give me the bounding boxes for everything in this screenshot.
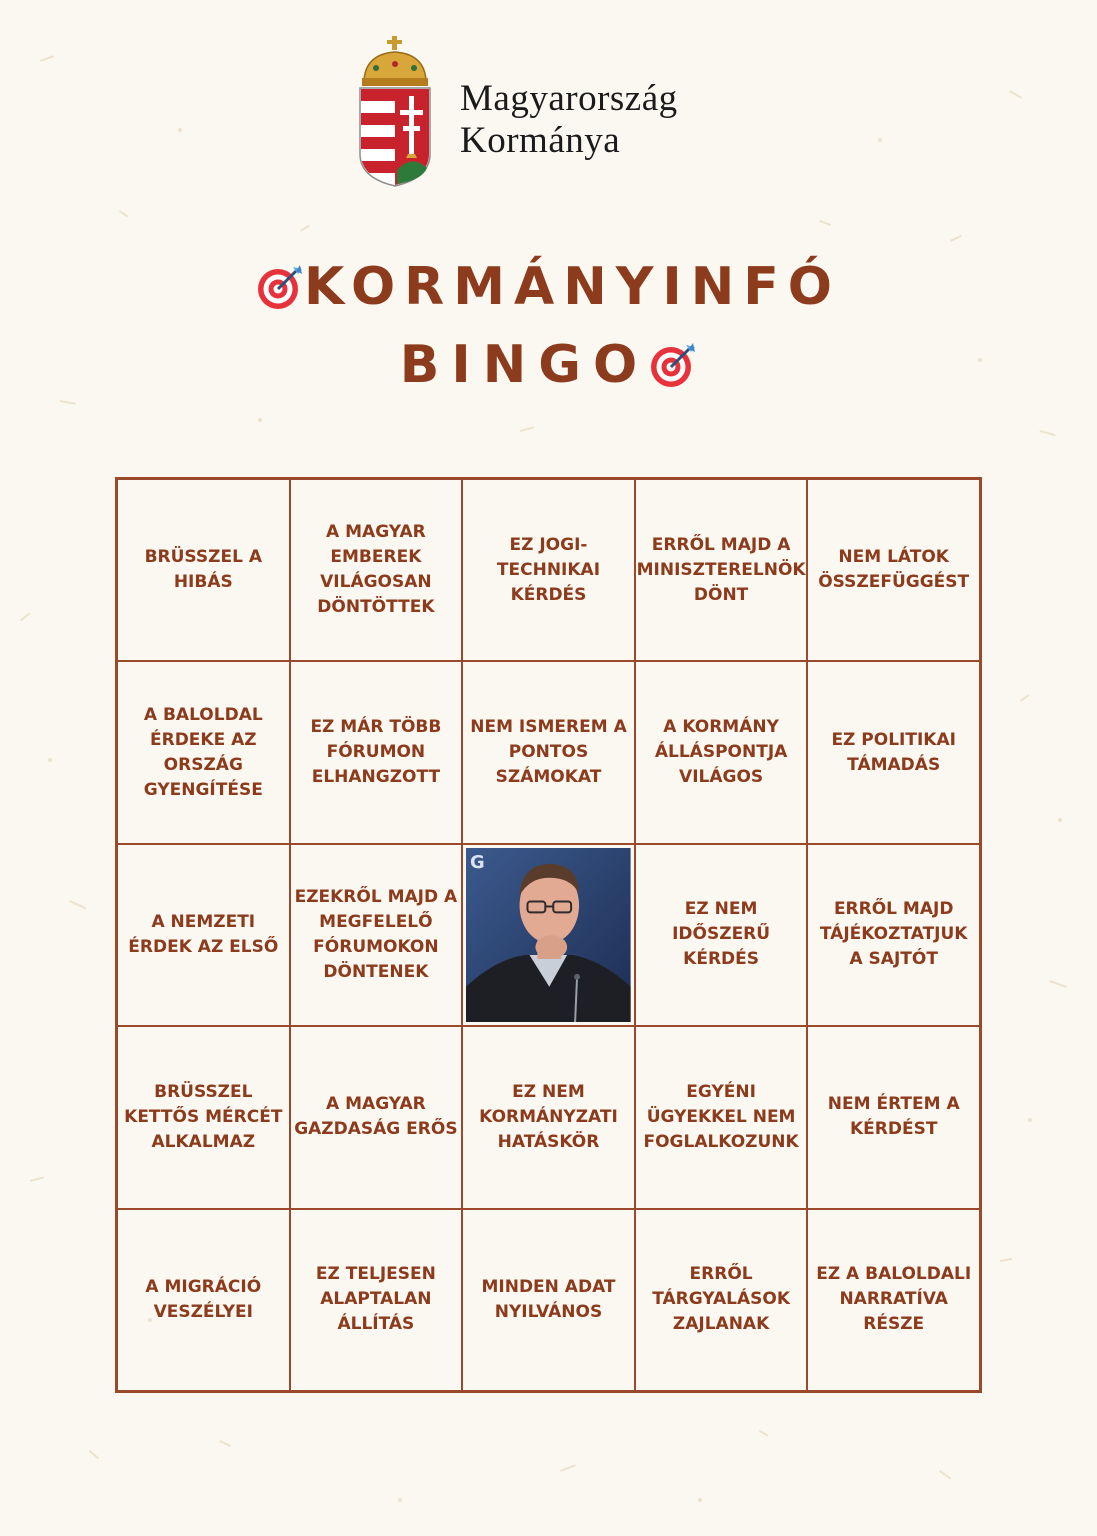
bingo-cell-text: NEM ÉRTEM A KÉRDÉST: [827, 1094, 960, 1140]
hungarian-coat-of-arms-icon: [356, 36, 434, 188]
bingo-cell-text: EZ A BALOLDALI NARRATÍVA RÉSZE: [816, 1264, 972, 1335]
bingo-cell-text: A MAGYAR GAZDASÁG ERŐS: [294, 1094, 458, 1140]
bingo-cell-text: EZ POLITIKAI TÁMADÁS: [831, 729, 956, 775]
bingo-cell-text: A NEMZETI ÉRDEK AZ ELSŐ: [128, 911, 279, 957]
spokesperson-photo: [466, 848, 631, 1022]
bingo-cell[interactable]: [807, 1026, 980, 1208]
bingo-center-photo-cell[interactable]: [462, 844, 635, 1026]
title-bingo: BINGO: [399, 335, 650, 395]
bingo-cell[interactable]: [807, 479, 980, 661]
bingo-cell[interactable]: [635, 661, 808, 843]
bingo-cell[interactable]: [290, 1026, 463, 1208]
page-title-line2: [0, 330, 1097, 397]
bingo-cell[interactable]: [635, 1209, 808, 1391]
government-name-line2: Kormánya: [460, 120, 621, 161]
bingo-cell[interactable]: [462, 1209, 635, 1391]
bingo-cell-text: A MAGYAR EMBEREK VILÁGOSAN DÖNTÖTTEK: [317, 522, 435, 618]
bingo-cell-text: EZ NEM KORMÁNYZATI HATÁSKÖR: [479, 1081, 618, 1152]
bingo-cell[interactable]: [290, 844, 463, 1026]
bingo-cell[interactable]: [807, 1209, 980, 1391]
bingo-cell[interactable]: [290, 479, 463, 661]
svg-text:G: G: [470, 851, 485, 873]
bingo-cell[interactable]: [807, 661, 980, 843]
bingo-cell-text: ERRŐL MAJD TÁJÉKOZTATJUK A SAJTÓT: [819, 899, 968, 970]
page-title-line1: [0, 252, 1097, 319]
bingo-cell[interactable]: [462, 1026, 635, 1208]
bingo-cell[interactable]: [462, 661, 635, 843]
bingo-grid: [115, 477, 982, 1393]
bingo-cell-text: MINDEN ADAT NYILVÁNOS: [481, 1276, 616, 1322]
bingo-cell[interactable]: [807, 844, 980, 1026]
bingo-cell[interactable]: [117, 1026, 290, 1208]
bingo-cell[interactable]: [635, 479, 808, 661]
bingo-cell-text: EGYÉNI ÜGYEKKEL NEM FOGLALKOZUNK: [643, 1081, 799, 1152]
bingo-cell[interactable]: [117, 479, 290, 661]
bingo-cell-text: EZ JOGI-TECHNIKAI KÉRDÉS: [496, 534, 601, 605]
bingo-cell-text: A MIGRÁCIÓ VESZÉLYEI: [145, 1276, 262, 1322]
bingo-cell-text: EZ MÁR TÖBB FÓRUMON ELHANGZOTT: [310, 717, 442, 788]
bingo-cell[interactable]: [635, 844, 808, 1026]
bingo-cell-text: NEM ISMEREM A PONTOS SZÁMOKAT: [470, 717, 627, 788]
bingo-cell-text: ERRŐL TÁRGYALÁSOK ZAJLANAK: [652, 1264, 790, 1335]
bingo-cell-text: BRÜSSZEL A HIBÁS: [144, 547, 263, 593]
bingo-cell-text: NEM LÁTOK ÖSSZEFÜGGÉST: [818, 547, 970, 593]
title-kormanyinfo: KORMÁNYINFÓ: [304, 257, 841, 317]
bingo-cell-text: BRÜSSZEL KETTŐS MÉRCÉT ALKALMAZ: [124, 1081, 283, 1152]
bingo-cell[interactable]: [635, 1026, 808, 1208]
bingo-cell[interactable]: [290, 661, 463, 843]
bingo-cell[interactable]: [117, 661, 290, 843]
bingo-cell-text: ERRŐL MAJD A MINISZTERELNÖK DÖNT: [636, 534, 806, 605]
target-dart-icon: [256, 263, 304, 311]
bingo-cell-text: EZEKRŐL MAJD A MEGFELELŐ FÓRUMOKON DÖNTENEK: [294, 886, 458, 982]
government-name: [460, 78, 678, 162]
bingo-cell[interactable]: [117, 844, 290, 1026]
bingo-cell-text: EZ TELJESEN ALAPTALAN ÁLLÍTÁS: [315, 1264, 436, 1335]
bingo-cell-text: EZ NEM IDŐSZERŰ KÉRDÉS: [672, 899, 771, 970]
government-logo: [356, 36, 796, 188]
bingo-cell[interactable]: [462, 479, 635, 661]
government-name-line1: Magyarország: [460, 78, 678, 119]
target-dart-icon: [649, 341, 697, 389]
bingo-cell-text: A KORMÁNY ÁLLÁSPONTJA VILÁGOS: [654, 717, 788, 788]
bingo-cell-text: A BALOLDAL ÉRDEKE AZ ORSZÁG GYENGÍTÉSE: [143, 704, 263, 800]
bingo-cell[interactable]: [117, 1209, 290, 1391]
bingo-cell[interactable]: [290, 1209, 463, 1391]
